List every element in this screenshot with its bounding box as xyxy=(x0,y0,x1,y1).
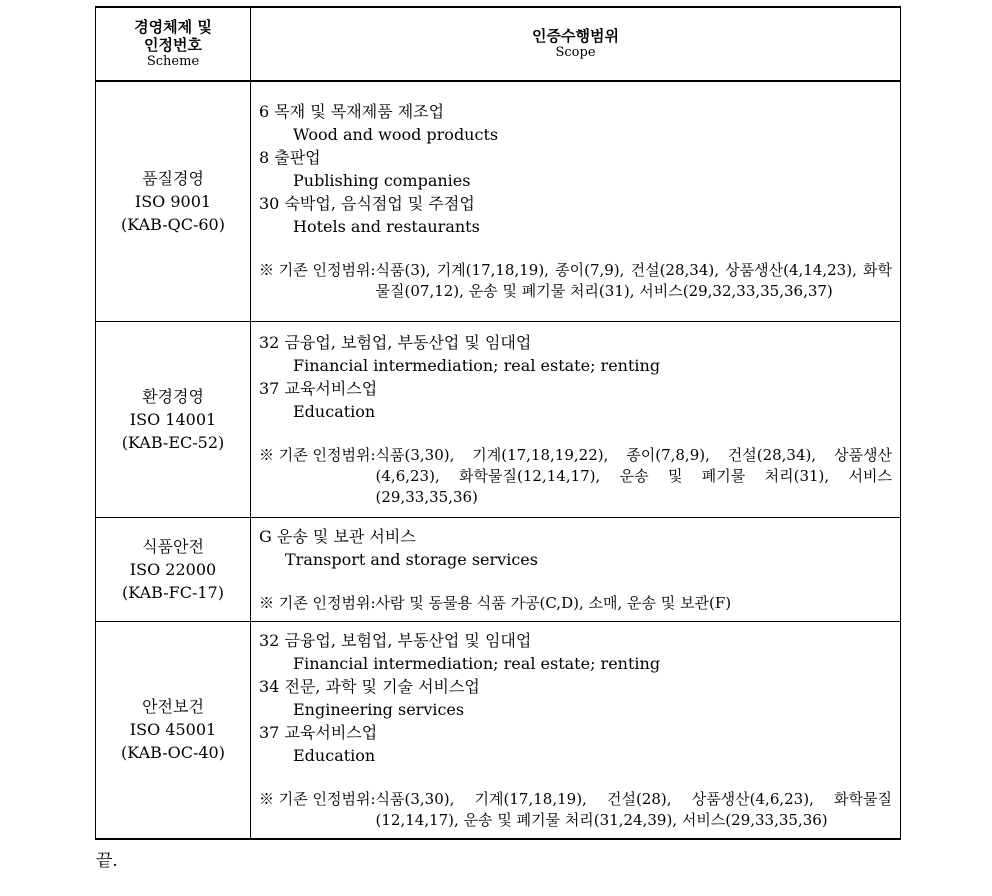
scope-item-en: Publishing companies xyxy=(293,171,471,191)
existing-scope-label: ※ 기존 인정범위: xyxy=(259,593,376,612)
scheme-standard: ISO 45001 xyxy=(129,720,217,740)
scope-cell xyxy=(251,81,901,321)
scheme-accreditation-number: (KAB-FC-17) xyxy=(122,582,224,602)
table-row xyxy=(96,517,901,621)
existing-scope-label: ※ 기존 인정범위: xyxy=(259,261,376,280)
scope-table xyxy=(95,6,901,840)
scope-item-en: Education xyxy=(293,745,376,765)
end-mark: 끝. xyxy=(96,851,118,871)
scheme-standard: ISO 9001 xyxy=(134,191,212,211)
scheme-name: 안전보건 xyxy=(142,697,204,717)
scope-item-ko: 37 교육서비스업 xyxy=(259,722,378,742)
scope-item-ko: 34 전문, 과학 및 기술 서비스업 xyxy=(259,676,480,696)
scope-cell xyxy=(251,621,901,839)
scope-item-ko: 32 금융업, 보험업, 부동산업 및 임대업 xyxy=(259,332,532,352)
scheme-standard: ISO 14001 xyxy=(129,409,217,429)
existing-scope-text: 사람 및 동물용 식품 가공(C,D), 소매, 운송 및 보관(F) xyxy=(375,593,732,612)
scheme-standard: ISO 22000 xyxy=(129,559,217,579)
scope-cell xyxy=(251,321,901,517)
scope-item-ko: 30 숙박업, 음식점업 및 주점업 xyxy=(259,194,475,214)
scheme-name: 식품안전 xyxy=(142,536,204,556)
scope-item-ko: 8 출판업 xyxy=(259,148,321,168)
table-row xyxy=(96,81,901,321)
scheme-cell xyxy=(96,321,251,517)
existing-scope-note xyxy=(259,260,892,302)
existing-scope-note xyxy=(259,445,892,508)
scope-item-ko: 37 교육서비스업 xyxy=(259,378,378,398)
scheme-header-ko-1: 경영체제 및 xyxy=(134,18,212,36)
scheme-name: 품질경영 xyxy=(142,168,204,188)
table-row xyxy=(96,621,901,839)
existing-scope-note xyxy=(259,789,892,831)
scope-item-ko: G 운송 및 보관 서비스 xyxy=(259,526,416,546)
scope-item-en: Hotels and restaurants xyxy=(293,217,480,237)
scheme-name: 환경경영 xyxy=(142,386,204,406)
scope-item-en: Transport and storage services xyxy=(285,549,538,569)
scheme-header xyxy=(96,7,251,81)
scheme-cell xyxy=(96,517,251,621)
scope-item-ko: 6 목재 및 목재제품 제조업 xyxy=(259,102,445,122)
scheme-cell xyxy=(96,621,251,839)
scheme-accreditation-number: (KAB-OC-40) xyxy=(121,743,225,763)
scope-item-en: Wood and wood products xyxy=(293,125,499,145)
scheme-header-ko-2: 인정번호 xyxy=(144,36,202,54)
scope-item-ko: 32 금융업, 보험업, 부동산업 및 임대업 xyxy=(259,630,532,650)
scope-item-en: Engineering services xyxy=(293,699,465,719)
existing-scope-text: 식품(3,30), 기계(17,18,19,22), 종이(7,8,9), 건설(28,34), 상품생산(4,6,23), 화학물질(12,14,17), 운송 및 폐기물 처리(31), 서비스(29,33,35,36) xyxy=(375,445,892,506)
scheme-accreditation-number: (KAB-QC-60) xyxy=(121,214,225,234)
scope-item-en: Education xyxy=(293,401,376,421)
header-row xyxy=(96,7,901,81)
scope-cell xyxy=(251,517,901,621)
scope-header-ko: 인증수행범위 xyxy=(532,27,619,45)
scheme-header-en: Scheme xyxy=(146,54,200,69)
existing-scope-note xyxy=(259,593,892,614)
scope-item-en: Financial intermediation; real estate; renting xyxy=(293,653,661,673)
table-row xyxy=(96,321,901,517)
existing-scope-label: ※ 기존 인정범위: xyxy=(259,445,376,464)
scope-item-en: Financial intermediation; real estate; renting xyxy=(293,355,661,375)
scheme-cell xyxy=(96,81,251,321)
scope-header-en: Scope xyxy=(555,45,596,60)
scope-header xyxy=(251,7,901,81)
existing-scope-label: ※ 기존 인정범위: xyxy=(259,789,376,808)
existing-scope-text: 식품(3), 기계(17,18,19), 종이(7,9), 건설(28,34), 상품생산(4,14,23), 화학물질(07,12), 운송 및 폐기물 처리(31), 서비스(29,32,33,35,36,37) xyxy=(375,261,892,301)
existing-scope-text: 식품(3,30), 기계(17,18,19), 건설(28), 상품생산(4,6,23), 화학물질(12,14,17), 운송 및 폐기물 처리(31,24,39), 서비스(29,33,35,36) xyxy=(375,789,892,829)
scheme-accreditation-number: (KAB-EC-52) xyxy=(121,432,225,452)
